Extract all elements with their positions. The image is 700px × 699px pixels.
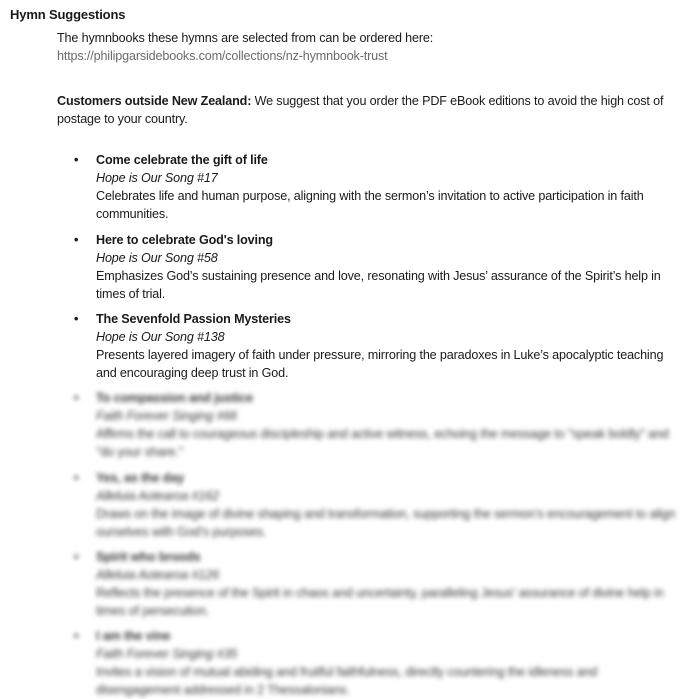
bullet-icon: • bbox=[74, 471, 79, 485]
bullet-icon: • bbox=[74, 391, 79, 405]
hymn-item-blurred bbox=[74, 548, 681, 620]
customers-label: Customers outside New Zealand: bbox=[57, 94, 252, 108]
customers-text: We suggest that you order the PDF eBook editions to avoid the high cost of postage to your country. bbox=[57, 94, 664, 126]
hymn-title: To compassion and justice bbox=[96, 391, 253, 405]
hymn-description: Affirms the call to courageous discipleship and active witness, echoing the message to "speak boldly" and "do your share." bbox=[96, 427, 669, 459]
hymn-title: Yes, as the day bbox=[96, 471, 185, 485]
hymn-source: Faith Forever Singing #66 bbox=[96, 409, 238, 423]
hymn-source: Hope is Our Song #17 bbox=[96, 171, 218, 185]
hymn-title: Spirit who broods bbox=[96, 550, 201, 564]
hymn-title: The Sevenfold Passion Mysteries bbox=[96, 312, 291, 326]
hymn-description: Invites a vision of mutual abiding and fruitful faithfulness, directly countering the idleness and disengagement addressed in 2 Thessalonians. bbox=[96, 665, 598, 697]
hymn-item bbox=[74, 310, 681, 382]
hymn-item bbox=[74, 231, 681, 303]
hymn-description: Presents layered imagery of faith under pressure, mirroring the paradoxes in Luke’s apocalyptic teaching and encouraging deep trust in God. bbox=[96, 348, 664, 380]
hymn-title: Come celebrate the gift of life bbox=[96, 153, 268, 167]
order-link[interactable]: https://philipgarsidebooks.com/collections/nz-hymnbook-trust bbox=[57, 49, 388, 63]
hymn-description: Reflects the presence of the Spirit in chaos and uncertainty, paralleling Jesus’ assurance of divine help in times of persecution. bbox=[96, 586, 664, 618]
hymn-source: Alleluia Aotearoa #126 bbox=[96, 568, 219, 582]
hymn-title: I am the vine bbox=[96, 629, 171, 643]
hymn-source: Hope is Our Song #138 bbox=[96, 330, 225, 344]
hymn-item-blurred bbox=[74, 627, 681, 699]
hymn-item-blurred bbox=[74, 469, 681, 541]
hymn-source: Faith Forever Singing #35 bbox=[96, 647, 238, 661]
bullet-icon: • bbox=[74, 153, 79, 167]
bullet-icon: • bbox=[74, 233, 79, 247]
intro-text: The hymnbooks these hymns are selected from can be ordered here: bbox=[57, 31, 434, 45]
hymn-item bbox=[74, 151, 681, 223]
hymn-description: Celebrates life and human purpose, aligning with the sermon’s invitation to active participation in faith communities. bbox=[96, 189, 644, 221]
hymn-source: Hope is Our Song #58 bbox=[96, 251, 218, 265]
hymn-item-blurred bbox=[74, 389, 681, 461]
hymn-description: Emphasizes God’s sustaining presence and love, resonating with Jesus’ assurance of the Spirit’s help in times of trial. bbox=[96, 269, 661, 301]
customers-note bbox=[57, 92, 687, 128]
document-title: Hymn Suggestions bbox=[10, 7, 126, 22]
intro-paragraph bbox=[57, 29, 433, 65]
hymn-source: Alleluia Aotearoa #162 bbox=[96, 489, 219, 503]
bullet-icon: • bbox=[74, 629, 79, 643]
hymn-description: Draws on the image of divine shaping and transformation, supporting the sermon’s encouragement to align ourselves with God’s purposes. bbox=[96, 507, 676, 539]
hymn-title: Here to celebrate God's loving bbox=[96, 233, 273, 247]
bullet-icon: • bbox=[74, 312, 79, 326]
bullet-icon: • bbox=[74, 550, 79, 564]
